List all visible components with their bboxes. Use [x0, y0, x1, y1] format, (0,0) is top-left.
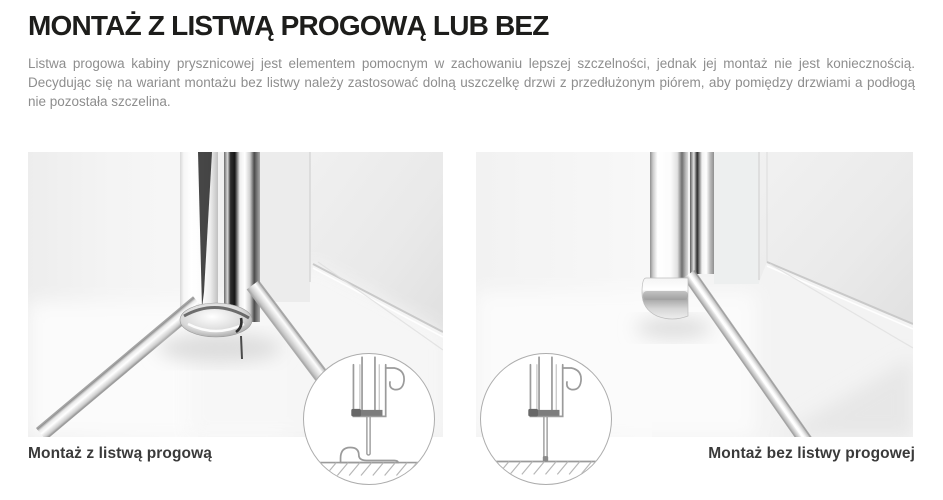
diagram-seal-outer	[530, 365, 562, 417]
page-title: MONTAŻ Z LISTWĄ PROGOWĄ LUB BEZ	[28, 10, 549, 41]
caption-with-strip: Montaż z listwą progową	[28, 445, 213, 462]
cap-dark-band	[643, 291, 688, 300]
glass-panel	[714, 152, 759, 284]
inset-diagram-with-strip	[303, 353, 435, 485]
caption-without-strip: Montaż bez listwy progowej	[708, 445, 915, 462]
diagram-seal-outer	[353, 365, 385, 417]
cap-shadow	[636, 318, 712, 338]
diagram-floor-hatching	[498, 462, 592, 475]
diagram-seal-fin	[367, 416, 370, 455]
diagram-drip-hook	[386, 368, 404, 390]
diagram-floor-hatching	[326, 463, 417, 476]
inset-diagram-without-strip	[480, 353, 612, 485]
diagram-drip-hook	[563, 368, 581, 390]
clamp-shadow	[158, 334, 282, 362]
figure-without-threshold-strip	[476, 152, 913, 437]
intro-paragraph: Listwa progowa kabiny prysznicowej jest elementem pomocnym w zachowaniu lepszej szczelności, jednak jej montaż nie jest koniecznością. Decydując się na wariant montażu bez listwy należy zastosować dolną uszczelkę drzwi z przedłużonym piórem, aby pomiędzy drzwiami a podłogą nie pozostała szczelina.	[28, 56, 915, 109]
door-seal-long-fin-cross-section-icon	[481, 354, 610, 483]
diagram-seal-clip	[351, 409, 361, 417]
chrome-post	[650, 152, 688, 282]
figure-with-threshold-strip	[28, 152, 443, 437]
door-edge-profile	[690, 152, 714, 274]
diagram-fin-tip	[543, 456, 548, 461]
glass-panel	[260, 152, 310, 302]
diagram-seal-clip	[528, 409, 538, 417]
diagram-glass	[539, 357, 552, 410]
caption-row	[28, 445, 915, 463]
diagram-glass	[362, 357, 375, 410]
door-seal-with-threshold-strip-cross-section-icon	[304, 354, 433, 483]
figure-row	[28, 152, 915, 437]
diagram-seal-fin	[544, 416, 547, 460]
seal-pin	[241, 336, 242, 359]
